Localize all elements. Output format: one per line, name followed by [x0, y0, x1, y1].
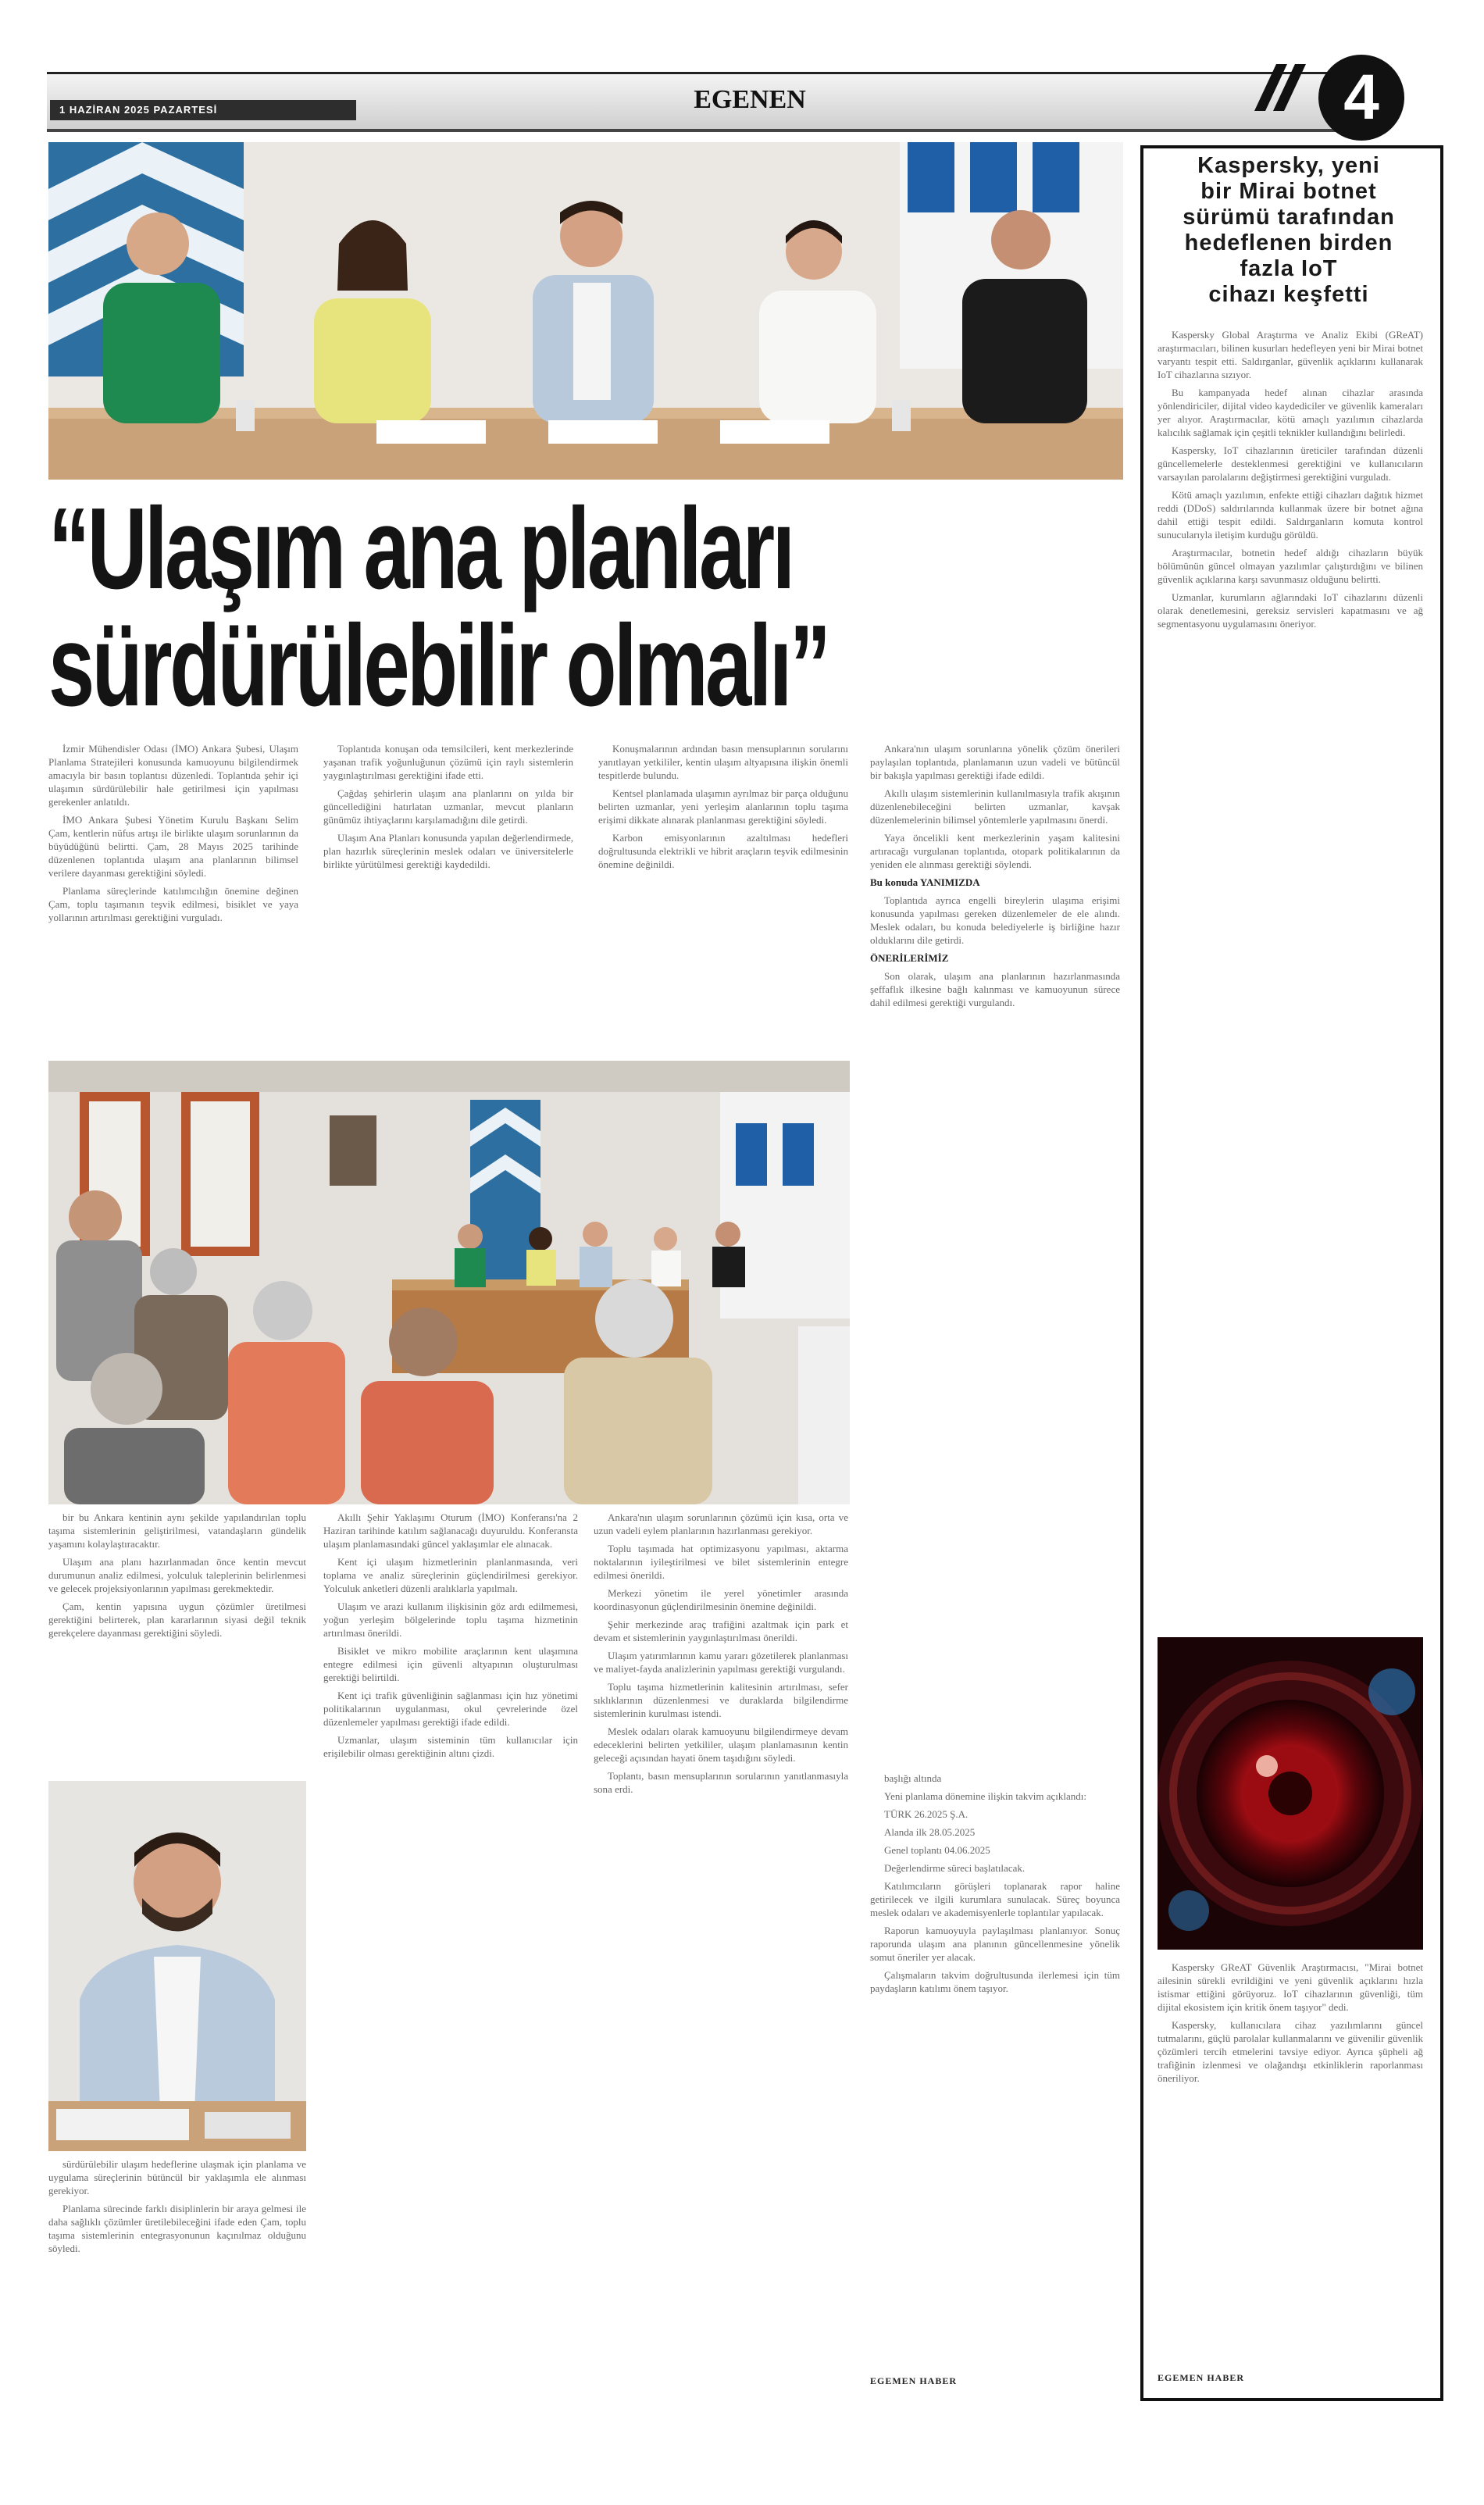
paragraph: Kaspersky, kullanıcılara cihaz yazılımlarını güncel tutmalarını, güçlü parolalar kullanmalarını ve güvenilir güvenlik çözümleri tercih etmelerini tavsiye ediyor. Ayrıca şüpheli ağ trafiğinin izlenmesi ve olağandışı etkinliklerin raporlanması öneriliyor. [1158, 2019, 1423, 2084]
column-subhead: ÖNERİLERİMİZ [870, 952, 949, 964]
paragraph: Ulaşım ana planı hazırlanmadan önce kentin mevcut durumunun analiz edilmesi, yolculuk taleplerinin belirlenmesi ve gelecek projeksiyonlarının yapılması gerekmektedir. [48, 1556, 306, 1594]
sidebar-title-line: fazla IoT [1240, 256, 1338, 281]
paragraph: Katılımcıların görüşleri toplanarak rapor haline getirilecek ve ilgili kurumlara sunulacak. Süreç boyunca meslek odaları ve akademisyenlerle toplantılar yapılacak. [870, 1880, 1120, 1918]
sidebar-title-line: sürümü tarafından [1183, 205, 1395, 230]
paragraph: Raporun kamuoyuyla paylaşılması planlanıyor. Sonuç raporunda ulaşım ana planının güncellenmesine yönelik somut öneriler yer alacak. [870, 1925, 1120, 1963]
article-column-3 [598, 742, 848, 1054]
sidebar-title-line: Kaspersky, yeni [1197, 153, 1380, 178]
paragraph: Genel toplantı 04.06.2025 [884, 1844, 990, 1856]
paragraph: Ulaşım ve arazi kullanım ilişkisinin göz ardı edilmemesi, yoğun yerleşim bölgelerinde toplu taşıma hizmetinin artırılması önerildi. [323, 1600, 578, 1639]
sidebar-column [1158, 328, 1423, 1625]
paragraph: Toplantı, basın mensuplarının sorularının yanıtlanmasıyla sona erdi. [594, 1770, 848, 1795]
main-headline [48, 484, 829, 730]
paragraph: Kent içi ulaşım hizmetlerinin planlanmasında, veri toplama ve analiz süreçlerinin güçlendirilmesi gerekiyor. Yolculuk anketleri düzenli aralıklarla yapılmalı. [323, 1556, 578, 1594]
paragraph: Kaspersky Global Araştırma ve Analiz Ekibi (GReAT) araştırmacıları, bilinen kusurları hedefleyen yeni bir Mirai botnet varyantı tespit etti. Saldırganlar, güvenlik açıklarını kullanarak IoT cihazlarına sızıyor. [1158, 329, 1423, 380]
paragraph: bir bu Ankara kentinin aynı şekilde yapılandırılan toplu taşıma sistemlerinin geliştirilmesi, vatandaşların gündelik yaşamını kolaylaştıracaktır. [48, 1511, 306, 1550]
paragraph: Yeni planlama dönemine ilişkin takvim açıklandı: [884, 1790, 1086, 1802]
paragraph: sürdürülebilir ulaşım hedeflerine ulaşmak için planlama ve uygulama süreçlerinin bütüncül bir yaklaşımla ele alınması gerekiyor. [48, 2158, 306, 2196]
paragraph: Merkezi yönetim ile yerel yönetimler arasında koordinasyonun güçlendirilmesinin önemine değinildi. [594, 1587, 848, 1612]
paragraph: Son olarak, ulaşım ana planlarının hazırlanmasında şeffaflık ilkesine bağlı kalınması ve kamuoyunun sürece dahil edilmesi gerektiği vurgulandı. [870, 970, 1120, 1008]
paragraph: Uzmanlar, ulaşım sisteminin tüm kullanıcılar için erişilebilir olması gerektiğinin altını çizdi. [323, 1734, 578, 1759]
paragraph: Toplantıda konuşan oda temsilcileri, kent merkezlerinde yaşanan trafik yoğunluğunun çözümü için raylı sistemlerin yaygınlaştırılması gerektiğini ifade etti. [323, 743, 573, 781]
paragraph: Çam, kentin yapısına uygun çözümler üretilmesi gerektiğini belirterek, plan kararlarının siyasi değil teknik gerekçelere dayanması gerektiğini söyledi. [48, 1600, 306, 1639]
paragraph: Karbon emisyonlarının azaltılması hedefleri doğrultusunda elektrikli ve hibrit araçların teşvik edilmesinin önemine değinildi. [598, 832, 848, 870]
article-column-1 [48, 742, 298, 1054]
sidebar-title-line: bir Mirai botnet [1200, 179, 1377, 204]
paragraph: Araştırmacılar, botnetin hedef aldığı cihazların büyük bölümünün güncel olmayan yazılımlar çalıştırdığını ve bilinen güvenlik açıklarına karşı savunmasız olduğunu belirtti. [1158, 547, 1423, 585]
byline-text: EGEMEN HABER [870, 2375, 958, 2386]
paragraph: Çalışmaların takvim doğrultusunda ilerlemesi için tüm paydaşların katılımı önem taşıyor. [870, 1969, 1120, 1994]
paragraph: Uzmanlar, kurumların ağlarındaki IoT cihazlarını düzenli olarak denetlemesini, gereksiz servisleri kapatmasını ve ağ segmentasyonu uygulamasını öneriyor. [1158, 591, 1423, 630]
sidebar-title [1154, 153, 1423, 308]
headline-line-2: sürdürülebilir olmalı” [48, 601, 829, 730]
paragraph: Konuşmalarının ardından basın mensuplarının sorularını yanıtlayan yetkililer, kentin ulaşım altyapısına ilişkin önemli tespitlerde bulundu. [598, 743, 848, 781]
article-column-4 [870, 742, 1120, 1765]
article-column-7 [594, 1511, 848, 2392]
paragraph: Ankara'nın ulaşım sorunlarının çözümü için kısa, orta ve uzun vadeli eylem planlarının hazırlanması gerekiyor. [594, 1511, 848, 1536]
paragraph: Akıllı Şehir Yaklaşımı Oturum (İMO) Konferansı'na 2 Haziran tarihinde katılım sağlanacağı duyuruldu. Konferansta ulaşım planlamasındaki güncel yaklaşımlar ele alınacak. [323, 1511, 578, 1550]
camera-lens-image [1158, 1637, 1423, 1950]
portrait-photo [48, 1781, 306, 2151]
paragraph: TÜRK 26.2025 Ş.A. [884, 1808, 969, 1820]
press-conference-photo [48, 142, 1123, 480]
byline-text: EGEMEN HABER [1158, 2372, 1245, 2383]
paragraph: Kaspersky, IoT cihazlarının üreticiler tarafından düzenli güncellemelerle desteklenmesi gerektiğini ve kullanıcıların varsayılan parolalarını değiştirmesi gerektiğini vurguladı. [1158, 444, 1423, 483]
sidebar-column-lower [1158, 1961, 1423, 2367]
paragraph: Toplu taşıma hizmetlerinin kalitesinin artırılması, sefer sıklıklarının düzenlenmesi ve duraklarda bilgilendirme sistemlerinin kurulması istendi. [594, 1681, 848, 1719]
sidebar-title-line: cihazı keşfetti [1208, 282, 1369, 307]
paragraph: Ulaşım Ana Planları konusunda yapılan değerlendirmede, plan hazırlık süreçlerinin meslek odaları ve üniversitelerle birlikte yürütülmesi gerektiği kaydedildi. [323, 832, 573, 870]
paragraph: Kentsel planlamada ulaşımın ayrılmaz bir parça olduğunu belirten uzmanlar, yeni yerleşim alanlarının toplu taşıma erişimi dikkate alınarak planlanması gerektiğini söyledi. [598, 787, 848, 826]
paragraph: Toplu taşımada hat optimizasyonu yapılması, aktarma noktalarının iyileştirilmesi ve bilet sistemlerinin entegre edilmesi önerildi. [594, 1543, 848, 1581]
article-column-5-lower [48, 2157, 306, 2392]
paragraph: Kent içi trafik güvenliğinin sağlanması için hız yönetimi politikalarının uygulanması, okul çevrelerinde özel düzenlemeler yapılması gerektiği ifade edildi. [323, 1690, 578, 1728]
paragraph: Değerlendirme süreci başlatılacak. [884, 1862, 1026, 1874]
headline-line-1: “Ulaşım ana planları [48, 484, 793, 613]
paragraph: Akıllı ulaşım sistemlerinin kullanılmasıyla trafik akışının düzenlenebileceğini belirten uzmanlar, kavşak düzenlemelerinin bilimsel yöntemlerle yapılmasını önerdi. [870, 787, 1120, 826]
paragraph: İzmir Mühendisler Odası (İMO) Ankara Şubesi, Ulaşım Planlama Stratejileri konusunda kamuoyunu bilgilendirmek amacıyla bir basın toplantısı düzenledi. Toplantıda şehir içi ulaşımın sürdürülebilir hale getirilmesi için yapılması gerekenler anlatıldı. [48, 743, 298, 808]
page-number: 4 [1318, 55, 1404, 141]
paragraph: Planlama süreçlerinde katılımcılığın önemine değinen Çam, toplu taşımanın teşvik edilmesi, bisiklet ve yaya yollarının artırılması gerektiğini vurguladı. [48, 885, 298, 923]
article-column-8 [870, 1772, 1120, 2373]
paragraph: Meslek odaları olarak kamuoyunu bilgilendirmeye devam edeceklerini belirten yetkililer, ulaşım planlamasının kentin geleceği açısından hayati önem taşıdığını söyledi. [594, 1725, 848, 1764]
paragraph: Kötü amaçlı yazılımın, enfekte ettiği cihazları dağıtık hizmet reddi (DDoS) saldırılarında kullanmak üzere bir botnet ağına dahil ettiği tespit edildi. Saldırganların komuta kontrol sunucularıyla iletişim kurduğu görüldü. [1158, 489, 1423, 541]
paragraph: Ankara'nın ulaşım sorunlarına yönelik çözüm önerileri paylaşılan toplantıda, planlamanın uzun vadeli ve bütüncül bir bakışla yapılması gerektiği ifade edildi. [870, 743, 1120, 781]
article-column-5 [48, 1511, 306, 1776]
paragraph: Şehir merkezinde araç trafiğini azaltmak için park et devam et sistemlerinin yaygınlaştırılması önerildi. [594, 1618, 848, 1643]
paper-name: EGENEN [694, 85, 806, 114]
meeting-room-photo [48, 1061, 850, 1504]
paragraph: Yaya öncelikli kent merkezlerinin yaşam kalitesini artıracağı vurgulanan toplantıda, otopark politikalarının da yeniden ele alınması gerektiği söylendi. [870, 832, 1120, 870]
paragraph: Kaspersky GReAT Güvenlik Araştırmacısı, "Mirai botnet ailesinin sürekli evrildiğini ve yeni güvenlik açıklarını hızla istismar ettiğini görüyoruz. IoT cihazlarının güvenliği, tüm dijital ekosistem için kritik önem taşıyor" dedi. [1158, 1961, 1423, 2013]
sidebar-byline [1158, 2371, 1314, 2389]
paragraph: Alanda ilk 28.05.2025 [884, 1826, 976, 1838]
paragraph: Bu kampanyada hedef alınan cihazlar arasında yönlendiriciler, dijital video kaydediciler ve güvenlik kameraları yer alıyor. Araştırmacılar, kötü amaçlı yazılımın cihazlarda kalıcılık sağlamak için çeşitli teknikler kullandığını belirledi. [1158, 387, 1423, 438]
article-column-6 [323, 1511, 578, 2392]
paragraph: Planlama sürecinde farklı disiplinlerin bir araya gelmesi ile daha sağlıklı çözümler üretilebileceğini ifade eden Çam, toplu taşıma sistemlerinin entegrasyonunun kaçınılmaz olduğunu söyledi. [48, 2203, 306, 2254]
date-strip: 1 HAZİRAN 2025 PAZARTESİ [50, 100, 356, 120]
paragraph: Bisiklet ve mikro mobilite araçlarının kent ulaşımına entegre edilmesi için güvenli altyapının oluşturulması gerektiği belirtildi. [323, 1645, 578, 1683]
paragraph: Ulaşım yatırımlarının kamu yararı gözetilerek planlanması ve maliyet-fayda analizlerinin yapılması gerektiği vurgulandı. [594, 1650, 848, 1675]
paragraph: Çağdaş şehirlerin ulaşım ana planlarını on yılda bir güncellediğini hatırlatan uzmanlar, mevcut planların günümüz ihtiyaçlarını karşılamadığını dile getirdi. [323, 787, 573, 826]
paragraph: başlığı altında [884, 1772, 942, 1784]
sidebar-title-line: hedeflenen birden [1184, 230, 1393, 255]
column-subhead: Bu konuda YANIMIZDA [870, 876, 980, 888]
paragraph: Toplantıda ayrıca engelli bireylerin ulaşıma erişimi konusunda yapılması gereken düzenlemeler de ele alındı. Meslek odaları, bu konuda belediyelerle iş birliğine hazır olduklarını dile getirdi. [870, 894, 1120, 946]
paragraph: İMO Ankara Şubesi Yönetim Kurulu Başkanı Selim Çam, kentlerin nüfus artışı ile birlikte ulaşım sorunlarının da büyüdüğünü belirtti. Çam, 28 Mayıs 2025 tarihinde düzenlenen toplantıda ulaşım ana planlarının bilimsel verilere dayanması gerektiğini söyledi. [48, 814, 298, 879]
article-column-2 [323, 742, 573, 1054]
article-byline [870, 2375, 1026, 2392]
